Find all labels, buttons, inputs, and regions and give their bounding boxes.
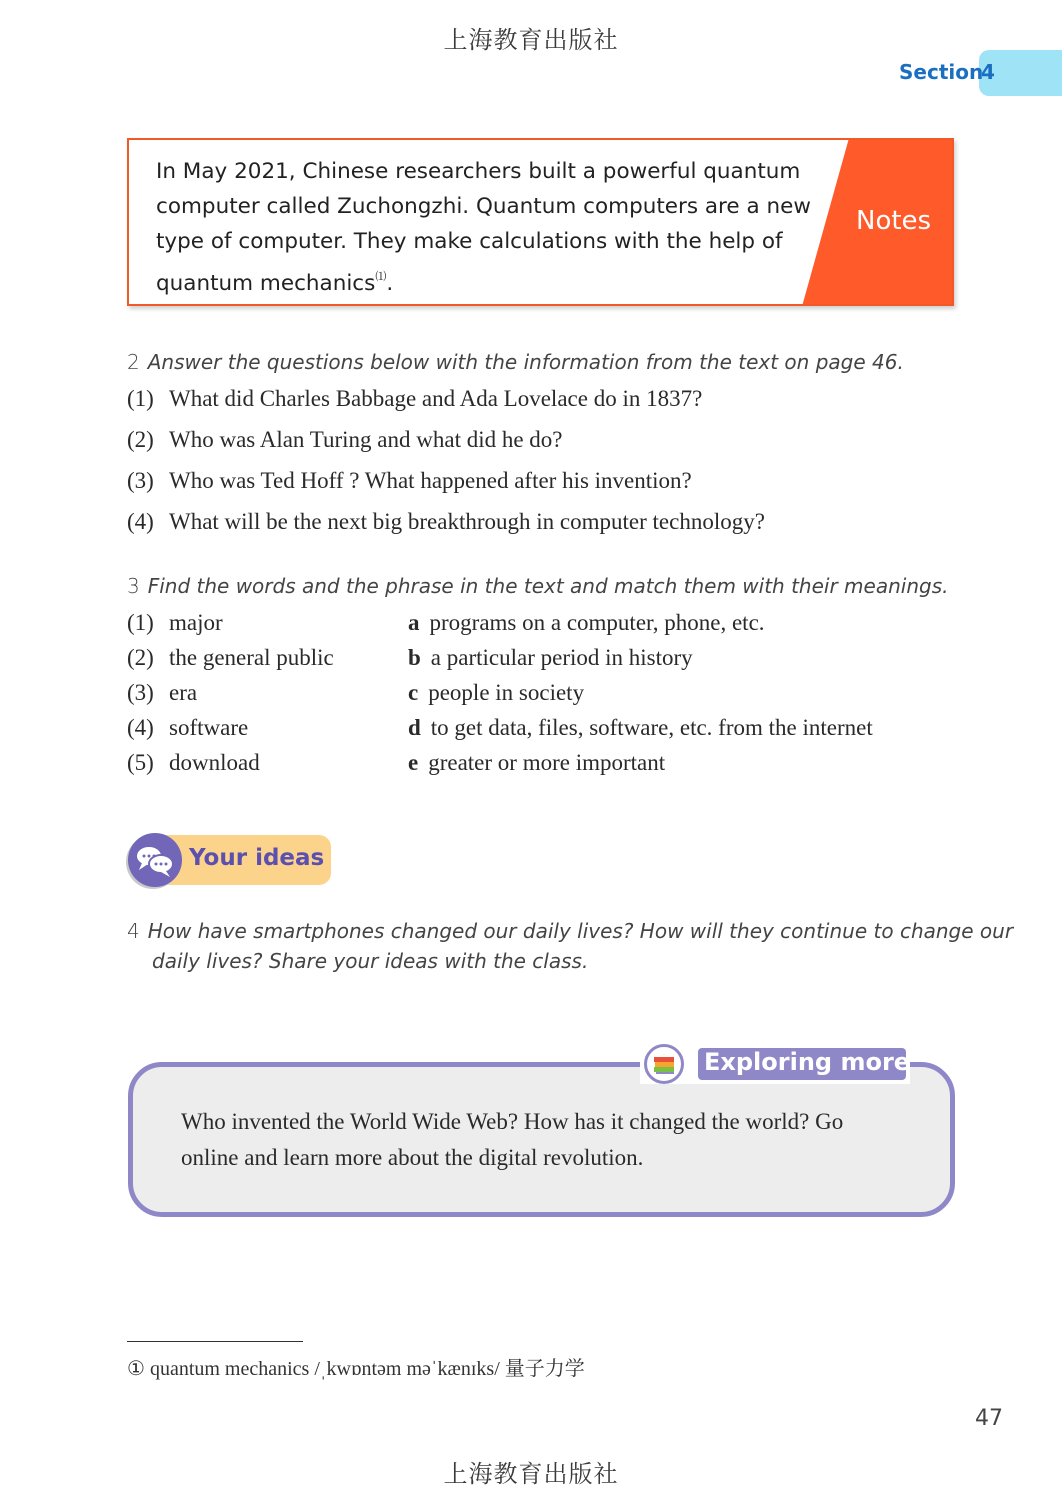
match-word bbox=[127, 680, 197, 706]
question-number: (1) bbox=[127, 386, 154, 411]
exercise-number: 4 bbox=[127, 919, 140, 943]
notes-end-punct: . bbox=[386, 271, 394, 296]
question-item bbox=[127, 509, 765, 535]
question-number: (4) bbox=[127, 509, 154, 534]
match-row bbox=[127, 645, 987, 675]
question-text: Who was Ted Hoff ? What happened after his invention? bbox=[169, 468, 692, 493]
question-text: What will be the next big breakthrough in computer technology? bbox=[169, 509, 765, 534]
match-letter: d bbox=[408, 715, 421, 740]
exercise-4-instruction-cont: daily lives? Share your ideas with the class. bbox=[152, 949, 589, 973]
question-number: (3) bbox=[127, 468, 154, 493]
footnote-divider bbox=[127, 1341, 303, 1342]
match-row bbox=[127, 750, 987, 780]
footnote-marker-label: ① bbox=[127, 1358, 145, 1380]
match-letter: e bbox=[408, 750, 419, 775]
notes-line-text: quantum mechanics bbox=[156, 271, 376, 296]
notes-line: computer called Zuchongzhi. Quantum computers are a new bbox=[156, 194, 811, 219]
question-item bbox=[127, 427, 563, 453]
match-meaning-text: people in society bbox=[428, 680, 585, 705]
match-word-text: major bbox=[169, 610, 223, 635]
exploring-more-label: Exploring more bbox=[704, 1048, 911, 1076]
match-row bbox=[127, 715, 987, 745]
match-word-text: download bbox=[169, 750, 260, 775]
notes-line bbox=[156, 259, 816, 301]
exercise-number: 3 bbox=[127, 574, 140, 598]
exercise-2-instruction bbox=[127, 350, 904, 374]
exploring-line: online and learn more about the digital revolution. bbox=[181, 1145, 644, 1170]
instruction-text: Answer the questions below with the information from the text on page 46. bbox=[147, 350, 904, 374]
notes-text bbox=[156, 154, 816, 301]
match-meaning bbox=[408, 750, 665, 776]
match-meaning bbox=[408, 680, 584, 706]
notes-box bbox=[127, 138, 954, 306]
notes-line: type of computer. They make calculations with the help of bbox=[156, 229, 783, 254]
section-number: 4 bbox=[981, 60, 995, 84]
match-word bbox=[127, 645, 334, 671]
exercise-3-instruction bbox=[127, 574, 948, 598]
match-word-text: the general public bbox=[169, 645, 334, 670]
exploring-line: Who invented the World Wide Web? How has it changed the world? Go bbox=[181, 1109, 844, 1134]
books-icon bbox=[644, 1044, 684, 1084]
match-row bbox=[127, 680, 987, 710]
question-number: (2) bbox=[127, 427, 154, 452]
question-text: Who was Alan Turing and what did he do? bbox=[169, 427, 563, 452]
footnote-marker[interactable]: ⑴ bbox=[375, 270, 387, 283]
match-number: (1) bbox=[127, 610, 154, 635]
match-letter: b bbox=[408, 645, 421, 670]
match-meaning-text: programs on a computer, phone, etc. bbox=[429, 610, 765, 635]
match-number: (5) bbox=[127, 750, 154, 775]
publisher-footer: 上海教育出版社 bbox=[443, 1460, 619, 1488]
publisher-header: 上海教育出版社 bbox=[443, 26, 619, 54]
footnote-text: quantum mechanics /ˌkwɒntəm məˈkænɪks/ 量子力学 bbox=[149, 1358, 585, 1380]
page-number: 47 bbox=[975, 1406, 1003, 1431]
your-ideas-label: Your ideas bbox=[189, 845, 325, 871]
match-meaning bbox=[408, 645, 693, 671]
match-word bbox=[127, 715, 248, 741]
section-label: Section bbox=[899, 60, 984, 84]
match-number: (3) bbox=[127, 680, 154, 705]
footnote bbox=[127, 1352, 585, 1381]
match-meaning-text: to get data, files, software, etc. from the internet bbox=[430, 715, 873, 740]
question-item bbox=[127, 468, 692, 494]
instruction-text: How have smartphones changed our daily lives? How will they continue to change our bbox=[147, 919, 1014, 943]
speech-bubbles-icon bbox=[128, 833, 182, 887]
match-number: (4) bbox=[127, 715, 154, 740]
match-meaning bbox=[408, 715, 873, 741]
match-meaning-text: a particular period in history bbox=[430, 645, 693, 670]
question-text: What did Charles Babbage and Ada Lovelace do in 1837? bbox=[169, 386, 703, 411]
match-meaning bbox=[408, 610, 765, 636]
exercise-number: 2 bbox=[127, 350, 140, 374]
match-letter: a bbox=[408, 610, 420, 635]
match-meaning-text: greater or more important bbox=[428, 750, 666, 775]
exercise-4-instruction bbox=[127, 919, 1013, 943]
question-item bbox=[127, 386, 702, 412]
match-row bbox=[127, 610, 987, 640]
match-number: (2) bbox=[127, 645, 154, 670]
notes-label: Notes bbox=[856, 206, 932, 236]
exploring-more-text bbox=[181, 1104, 921, 1176]
notes-line: In May 2021, Chinese researchers built a powerful quantum bbox=[156, 159, 801, 184]
match-letter: c bbox=[408, 680, 419, 705]
match-word-text: software bbox=[169, 715, 249, 740]
instruction-text: Find the words and the phrase in the text and match them with their meanings. bbox=[147, 574, 949, 598]
match-word bbox=[127, 750, 260, 776]
match-word bbox=[127, 610, 223, 636]
match-word-text: era bbox=[169, 680, 198, 705]
